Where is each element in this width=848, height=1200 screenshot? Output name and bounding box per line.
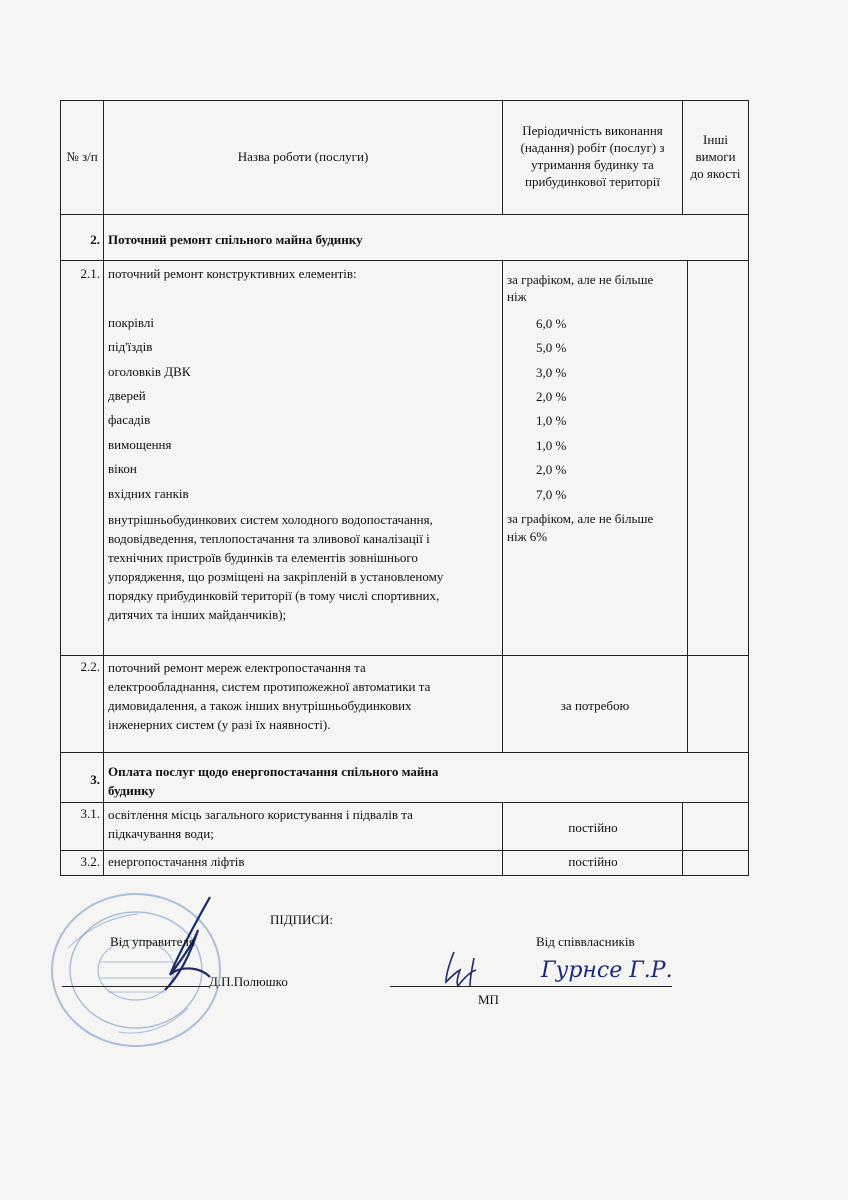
section-title xyxy=(108,762,438,800)
table-border-top xyxy=(60,100,749,101)
section-number: 3. xyxy=(90,772,100,787)
table-rule xyxy=(60,214,749,215)
systems-period-line: ніж 6% xyxy=(507,529,548,544)
row-period: за потребою xyxy=(560,698,630,713)
element-percent: 6,0 % xyxy=(536,316,567,331)
row-number: 2.2. xyxy=(80,659,100,674)
row-period xyxy=(507,271,653,305)
table-rule xyxy=(60,655,749,656)
header-other-line: вимоги xyxy=(695,149,736,164)
element-percent: 2,0 % xyxy=(536,462,567,477)
section-number: 2. xyxy=(90,232,100,247)
element-name: дверей xyxy=(108,388,146,403)
header-periodicity-line: Періодичність виконання xyxy=(522,123,663,138)
col-sep-2 xyxy=(502,260,503,752)
header-other-line: до якості xyxy=(690,166,741,181)
row-text xyxy=(108,658,430,734)
row-text-line: інженерних систем (у разі їх наявності). xyxy=(108,717,331,732)
element-percent: 5,0 % xyxy=(536,340,567,355)
row-number: 3.1. xyxy=(80,806,100,821)
element-name: вимощення xyxy=(108,437,172,452)
coowners-handwritten-name: Гурнсе Г.Р. xyxy=(541,958,673,983)
row-text-line: підкачування води; xyxy=(108,826,214,841)
header-other-line: Інші xyxy=(703,132,728,147)
row-number: 3.2. xyxy=(80,854,100,869)
header-other-requirements xyxy=(683,131,748,182)
table-border-bottom xyxy=(60,875,749,876)
systems-text xyxy=(108,510,443,624)
table-border-right xyxy=(748,100,749,876)
systems-line: дитячих та інших майданчиків); xyxy=(108,607,287,622)
row-period-line: ніж xyxy=(507,289,527,304)
section-title-line: Оплата послуг щодо енергопостачання спільного майна xyxy=(108,764,439,779)
row-text-line: освітлення місць загального користування і підвалів та xyxy=(108,807,413,822)
header-work-name: Назва роботи (послуги) xyxy=(237,149,369,164)
systems-line: упорядження, що розміщені на закріпленій в установленому xyxy=(108,569,444,584)
row-text xyxy=(108,805,413,843)
row-period: постійно xyxy=(568,820,618,835)
row-text-line: поточний ремонт мереж електропостачання та xyxy=(108,660,366,675)
element-name: вікон xyxy=(108,461,137,476)
element-name: під'їздів xyxy=(108,339,153,354)
header-periodicity-line: прибудинкової території xyxy=(525,174,660,189)
row-text: енергопостачання ліфтів xyxy=(108,854,245,869)
coowners-mp: МП xyxy=(478,992,499,1007)
table-rule xyxy=(60,802,749,803)
section-title: Поточний ремонт спільного майна будинку xyxy=(108,232,363,247)
element-percent: 2,0 % xyxy=(536,389,567,404)
row-title: поточний ремонт конструктивних елементів: xyxy=(108,266,357,281)
systems-period xyxy=(507,510,653,546)
row-number: 2.1. xyxy=(80,266,100,281)
section-title-line: будинку xyxy=(108,783,156,798)
header-periodicity-line: утримання будинку та xyxy=(531,157,654,172)
element-name: вхідних ганків xyxy=(108,486,189,501)
header-number: № з/п xyxy=(66,149,98,164)
table-rule xyxy=(60,752,749,753)
systems-line: технічних пристроїв будинків та елементів зовнішнього xyxy=(108,550,418,565)
header-periodicity xyxy=(503,122,682,190)
element-percent: 1,0 % xyxy=(536,413,567,428)
row-text-line: димовидалення, а також інших внутрішньобудинкових xyxy=(108,698,412,713)
element-name: оголовків ДВК xyxy=(108,364,191,379)
header-periodicity-line: (надання) робіт (послуг) з xyxy=(520,140,665,155)
col-sep-3 xyxy=(687,260,688,752)
row-period: постійно xyxy=(568,854,618,869)
table-rule xyxy=(60,260,749,261)
systems-line: порядку прибудинковій території (в тому числі спортивних, xyxy=(108,588,440,603)
coowners-label: Від співвласників xyxy=(536,934,635,949)
manager-signature-line xyxy=(62,986,209,987)
table-rule xyxy=(60,850,749,851)
table-border-left xyxy=(60,100,61,876)
row-text-line: електрообладнання, систем протипожежної автоматики та xyxy=(108,679,431,694)
manager-label: Від управителя xyxy=(110,934,195,949)
coowners-signature-icon xyxy=(440,948,492,990)
element-name: покрівлі xyxy=(108,315,154,330)
element-percent: 1,0 % xyxy=(536,438,567,453)
coowners-signature-line xyxy=(390,986,672,987)
systems-line: внутрішньобудинкових систем холодного водопостачання, xyxy=(108,512,433,527)
systems-line: водовідведення, теплопостачання та зливової каналізації і xyxy=(108,531,430,546)
manager-name: Д.П.Полюшко xyxy=(209,974,288,989)
element-percent: 7,0 % xyxy=(536,487,567,502)
element-name: фасадів xyxy=(108,412,151,427)
col-sep-1 xyxy=(103,100,104,875)
systems-period-line: за графіком, але не більше xyxy=(507,511,654,526)
element-percent: 3,0 % xyxy=(536,365,567,380)
signatures-title: ПІДПИСИ: xyxy=(270,912,334,927)
row-period-line: за графіком, але не більше xyxy=(507,272,654,287)
